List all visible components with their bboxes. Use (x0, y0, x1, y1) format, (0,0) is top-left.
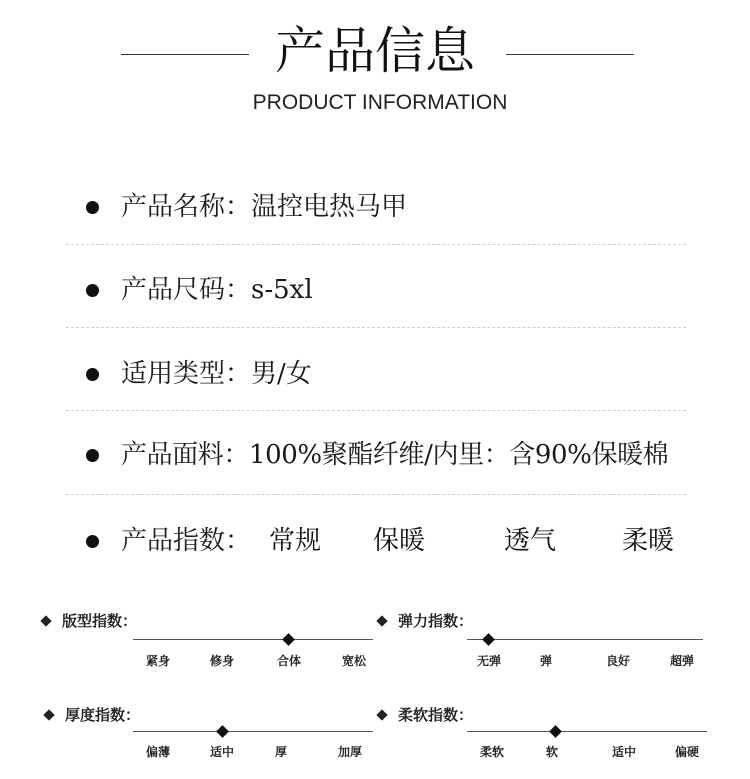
index-options (0, 524, 750, 560)
thickness-index-option: 适中 (209, 745, 234, 759)
info-row-type (86, 354, 312, 394)
softness-index-title (378, 705, 473, 725)
thickness-index-option: 偏薄 (145, 745, 170, 759)
index-option: 透气 (504, 526, 557, 556)
page-subtitle: PRODUCT INFORMATION (252, 91, 508, 114)
info-row-fabric (86, 435, 668, 475)
thickness-index-marker (216, 725, 229, 738)
fit-index-option: 修身 (209, 654, 234, 668)
info-row-text: 产品面料：100%聚酯纤维/内里：含90%保暖棉 (121, 440, 669, 470)
index-label: 产品指数： (121, 526, 252, 556)
fit-index-option: 合体 (276, 654, 301, 668)
diamond-icon (376, 709, 387, 720)
info-row-text: 产品尺码：s-5xl (121, 275, 313, 305)
elasticity-index-marker (482, 633, 495, 646)
elasticity-index-title (378, 611, 473, 631)
bullet-icon (86, 284, 99, 297)
thickness-index-title (45, 705, 140, 725)
info-row-text: 适用类型：男/女 (121, 359, 312, 389)
info-row-size (86, 270, 313, 310)
bullet-icon (86, 368, 99, 381)
fit-index-track (133, 639, 373, 640)
softness-index-option: 软 (545, 745, 558, 759)
index-option: 柔暖 (622, 526, 675, 556)
divider (66, 410, 686, 411)
diamond-icon (43, 709, 54, 720)
elasticity-index-label: 弹力指数： (398, 612, 474, 630)
page-title: 产品信息 (275, 22, 475, 80)
index-option: 保暖 (373, 526, 426, 556)
bullet-icon (86, 449, 99, 462)
fit-index-option: 紧身 (145, 654, 170, 668)
elasticity-index-option: 良好 (605, 654, 630, 668)
fit-index-option: 宽松 (341, 654, 366, 668)
elasticity-index-option: 无弹 (476, 654, 501, 668)
fit-index-label: 版型指数： (62, 612, 138, 630)
info-row-name (86, 187, 407, 227)
thickness-index-label: 厚度指数： (65, 706, 141, 724)
softness-index-marker (549, 725, 562, 738)
info-row-text: 产品名称：温控电热马甲 (121, 192, 408, 222)
thickness-index-option: 加厚 (337, 745, 362, 759)
diamond-icon (376, 615, 387, 626)
fit-index-title (42, 611, 137, 631)
fit-index-marker (282, 633, 295, 646)
index-option: 常规 (269, 526, 322, 556)
diamond-icon (40, 615, 51, 626)
divider (66, 244, 686, 245)
elasticity-index-track (467, 639, 703, 640)
divider (66, 327, 686, 328)
softness-index-option: 柔软 (479, 745, 504, 759)
thickness-index-option: 厚 (274, 745, 287, 759)
bullet-icon (86, 201, 99, 214)
softness-index-label: 柔软指数： (398, 706, 474, 724)
divider (66, 494, 686, 495)
softness-index-track (467, 731, 707, 732)
softness-index-option: 适中 (611, 745, 636, 759)
thickness-index-track (133, 731, 373, 732)
softness-index-option: 偏硬 (674, 745, 699, 759)
elasticity-index-option: 超弹 (669, 654, 694, 668)
elasticity-index-option: 弹 (539, 654, 552, 668)
